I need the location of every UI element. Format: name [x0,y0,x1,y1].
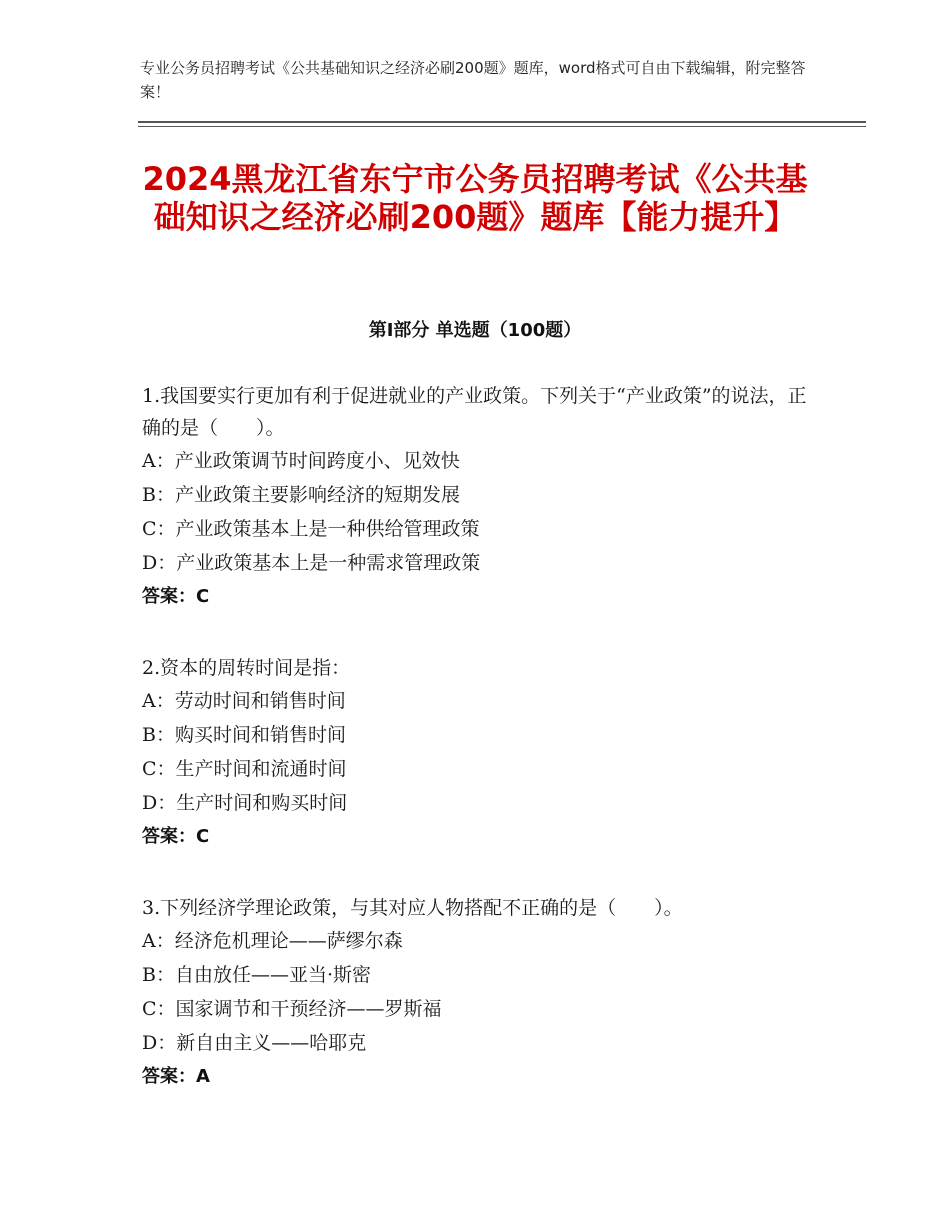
question-1 [142,380,822,614]
question-2 [142,652,822,854]
question-stem: 1.我国要实行更加有利于促进就业的产业政策。下列关于“产业政策”的说法，正确的是（ ）。 [142,385,807,439]
option-a: A：产业政策调节时间跨度小、见效快 [142,450,460,472]
option-d: D：生产时间和购买时间 [142,792,348,814]
option-c: C：产业政策基本上是一种供给管理政策 [142,518,480,540]
header-note: 专业公务员招聘考试《公共基础知识之经济必刷200题》题库，word格式可自由下载编辑，附完整答案！ [140,59,806,101]
option-a: A：劳动时间和销售时间 [142,690,346,712]
section-title: 第Ⅰ部分 单选题（100题） [368,320,582,341]
option-d: D：新自由主义——哈耶克 [142,1032,367,1054]
answer: 答案：C [142,826,210,847]
option-b: B：产业政策主要影响经济的短期发展 [142,484,460,506]
question-stem: 2.资本的周转时间是指： [142,657,351,679]
option-c: C：生产时间和流通时间 [142,758,347,780]
header-divider [138,121,866,123]
question-stem: 3.下列经济学理论政策，与其对应人物搭配不正确的是（ ）。 [142,897,683,919]
option-b: B：自由放任——亚当·斯密 [142,964,372,986]
answer: 答案：C [142,586,210,607]
option-b: B：购买时间和销售时间 [142,724,346,746]
option-d: D：产业政策基本上是一种需求管理政策 [142,552,481,574]
option-a: A：经济危机理论——萨缪尔森 [142,930,403,952]
answer: 答案：A [142,1066,210,1087]
option-c: C：国家调节和干预经济——罗斯福 [142,998,442,1020]
question-3 [142,892,822,1094]
document-title: 2024黑龙江省东宁市公务员招聘考试《公共基础知识之经济必刷200题》题库【能力提升】 [142,160,808,236]
header-divider-thin [138,126,866,127]
